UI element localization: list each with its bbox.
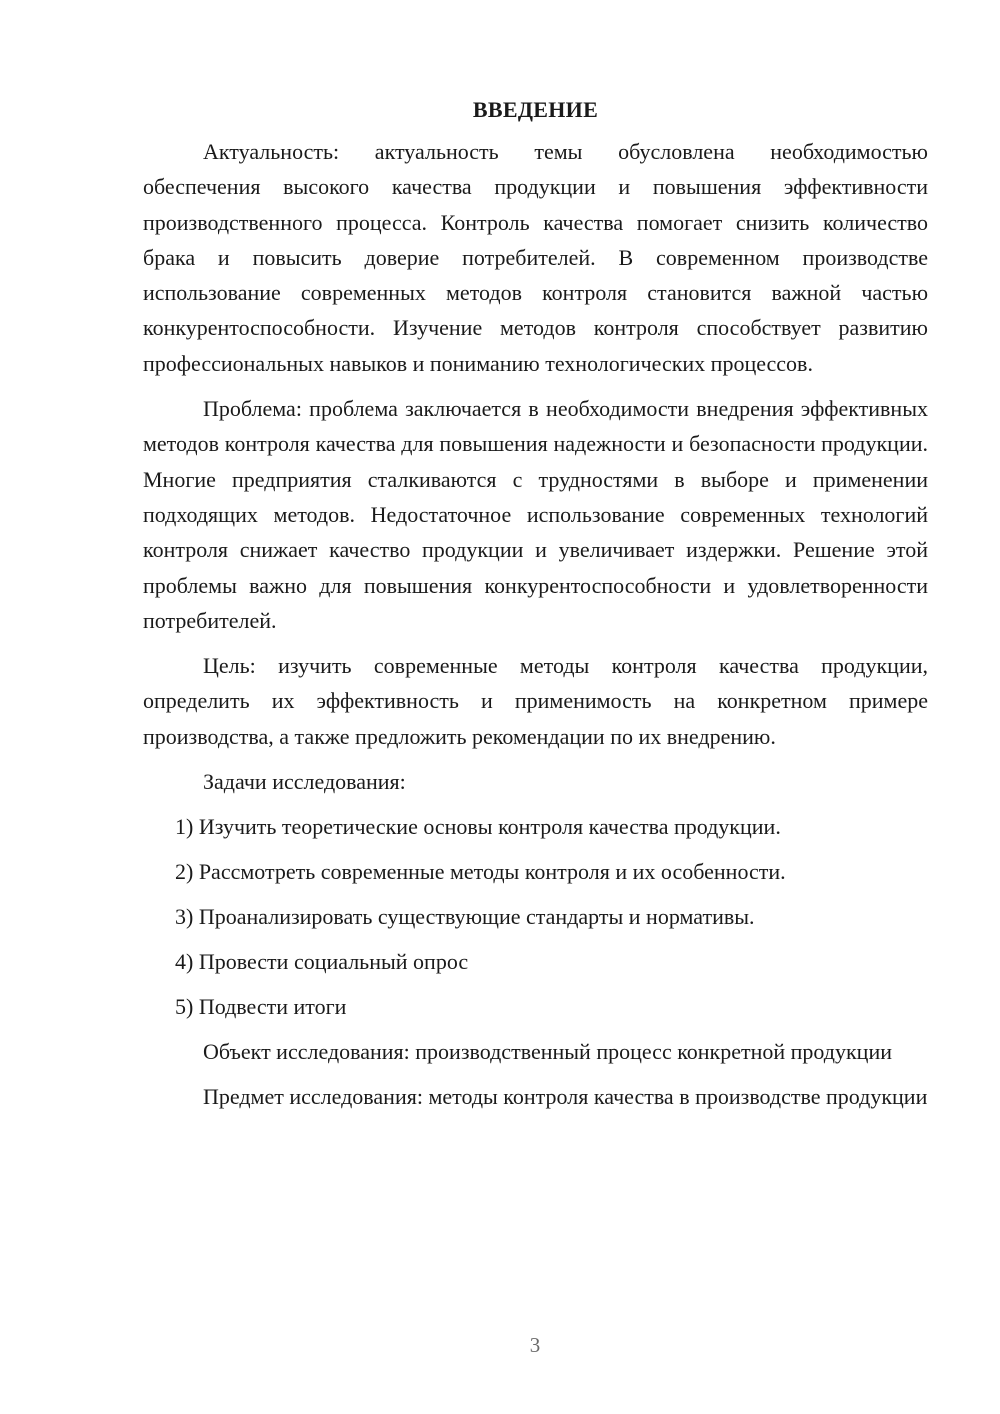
- list-item: 2) Рассмотреть современные методы контроля и их особенности.: [175, 859, 786, 885]
- goal-paragraph: Цель: изучить современные методы контроля качества продукции, определить их эффективность и применимость на конкретном примере производства, а также предложить рекомендации по их внедрению.: [143, 653, 928, 749]
- page-number: 3: [529, 1333, 541, 1357]
- object-paragraph: Объект исследования: производственный процесс конкретной продукции: [203, 1039, 893, 1065]
- list-item: 4) Провести социальный опрос: [175, 949, 469, 975]
- problem-paragraph: Проблема: проблема заключается в необходимости внедрения эффективных методов контроля качества для повышения надежности и безопасности продукции. Многие предприятия сталкиваются с трудностями в выборе и применении подходящих методов. Недостаточное использование современных технологий контроля снижает качество продукции и увеличивает издержки. Решение этой проблемы важно для повышения конкурентоспособности и удовлетворенности потребителей.: [143, 396, 928, 633]
- document-page: [143, 92, 928, 1125]
- relevance-paragraph: Актуальность: актуальность темы обусловлена необходимостью обеспечения высокого качества продукции и повышения эффективности производственного процесса. Контроль качества помогает снизить количество брака и повысить доверие потребителей. В современном производстве использование современных методов контроля становится важной частью конкурентоспособности. Изучение методов контроля способствует развитию профессиональных навыков и пониманию технологических процессов.: [143, 139, 928, 376]
- section-title: ВВЕДЕНИЕ: [472, 97, 599, 122]
- tasks-list: [143, 809, 928, 1024]
- list-item: 5) Подвести итоги: [175, 994, 347, 1020]
- list-item: 3) Проанализировать существующие стандарты и нормативы.: [175, 904, 755, 930]
- tasks-heading: Задачи исследования:: [203, 769, 406, 795]
- list-item: 1) Изучить теоретические основы контроля качества продукции.: [175, 814, 781, 840]
- subject-paragraph: Предмет исследования: методы контроля качества в производстве продукции: [203, 1084, 928, 1110]
